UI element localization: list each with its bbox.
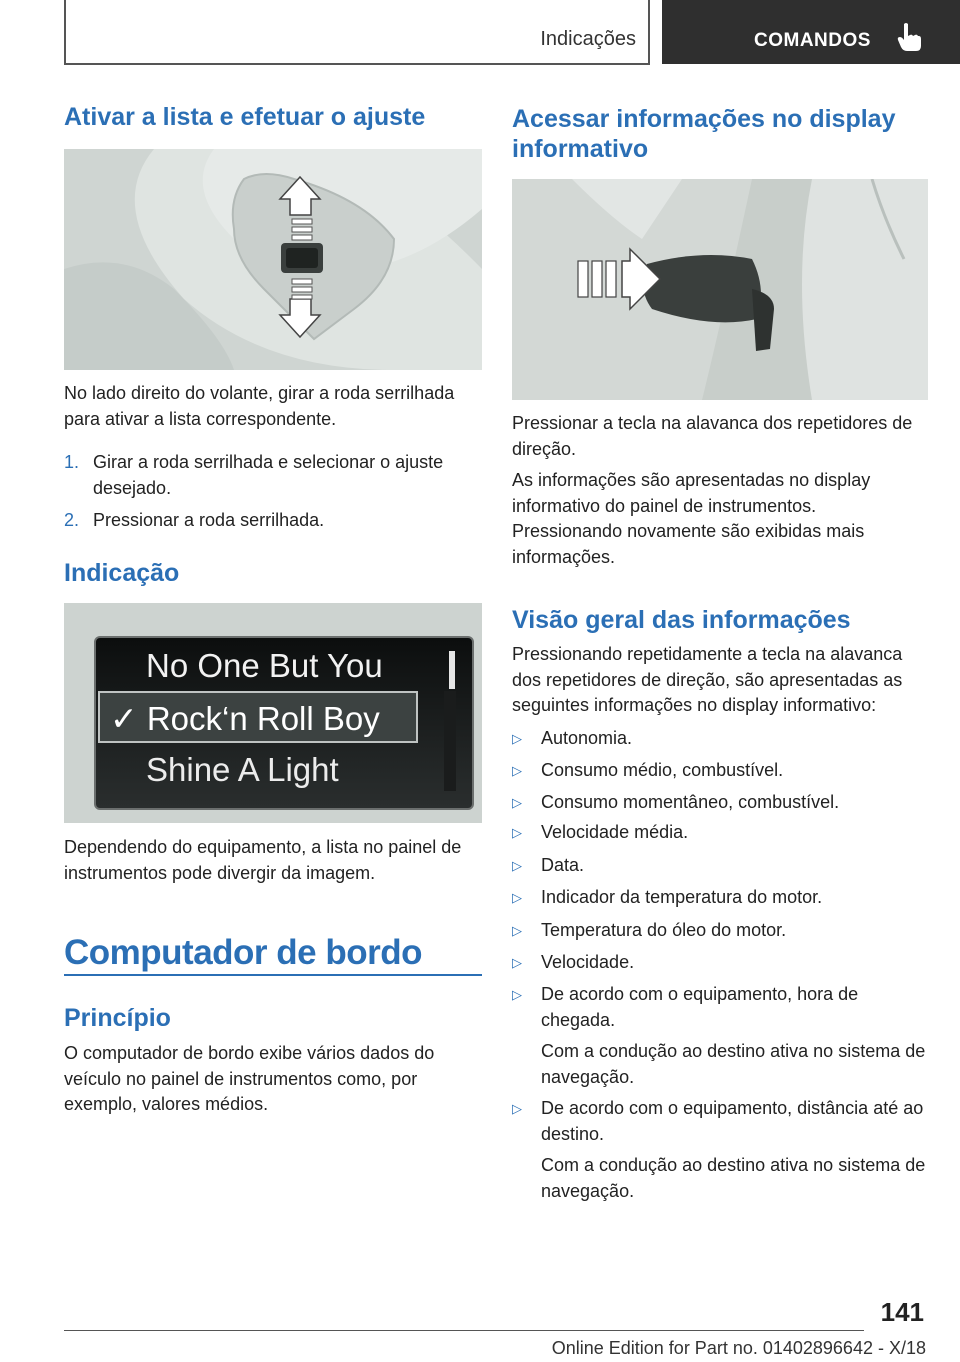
- step-text: Pressionar a roda serrilhada.: [93, 510, 325, 530]
- footer-edition: Online Edition for Part no. 01402896642 - X/18: [551, 1338, 926, 1358]
- bullet-marker: ▷: [512, 955, 522, 970]
- chapter-title: Computador de bordo: [64, 933, 422, 972]
- bullet-marker: ▷: [512, 825, 522, 840]
- list-item-text: Data.: [541, 855, 585, 875]
- bullet-marker: ▷: [512, 858, 522, 873]
- header-left-line: [64, 0, 66, 64]
- turn-signal-lever-illustration: [512, 179, 928, 400]
- bullet-marker: ▷: [512, 731, 522, 746]
- list-item-text: Autonomia.: [541, 728, 633, 748]
- list-item-text: De acordo com o equipamento, hora de chegada.: [541, 984, 859, 1030]
- list-item-text: Temperatura do óleo do motor.: [541, 920, 787, 940]
- bullet-marker: ▷: [512, 795, 522, 810]
- page-number: 141: [880, 1297, 924, 1327]
- list-item-text: De acordo com o equipamento, distância até ao destino.: [541, 1098, 924, 1144]
- paragraph-access-1: Pressionar a tecla na alavanca dos repetidores de direção.: [512, 413, 913, 459]
- header-mid-line: [648, 0, 650, 64]
- list-item: Shine A Light: [146, 751, 339, 788]
- bullet-marker: ▷: [512, 923, 522, 938]
- bullet-marker: ▷: [512, 987, 522, 1002]
- heading-activate-list: Ativar a lista e efetuar o ajuste: [64, 103, 426, 131]
- footer-rule: [64, 1330, 864, 1331]
- header-chapter-label: COMANDOS: [754, 30, 871, 51]
- list-item-selected: ✓ Rock‘n Roll Boy: [110, 700, 380, 737]
- bullet-marker: ▷: [512, 1101, 522, 1116]
- paragraph-principle: O computador de bordo exibe vários dados do veículo no painel de instrumentos como, por exemplo, valores médios.: [64, 1043, 435, 1114]
- list-item: No One But You: [146, 647, 383, 684]
- pointing-hand-icon: [896, 22, 922, 52]
- list-item-text: Velocidade.: [541, 952, 635, 972]
- heading-overview: Visão geral das informações: [512, 606, 851, 634]
- figure-steering-wheel-roller: [64, 149, 482, 370]
- bullet-marker: ▷: [512, 890, 522, 905]
- list-item-text: Velocidade média.: [541, 822, 689, 842]
- heading-principle: Princípio: [64, 1004, 171, 1032]
- header-chapter-tab: [662, 0, 960, 64]
- step-number: 1.: [64, 452, 80, 472]
- steering-wheel-illustration: [64, 149, 482, 370]
- chapter-title-rule: [64, 974, 482, 976]
- list-scrollbar-track: [444, 691, 456, 791]
- list-item-text: Com a condução ao destino ativa no sistema de navegação.: [541, 1041, 926, 1087]
- list-item-text: Consumo médio, combustível.: [541, 760, 784, 780]
- paragraph-overview: Pressionando repetidamente a tecla na alavanca dos repetidores de direção, são apresentadas as seguintes informações no display informativo:: [512, 644, 903, 715]
- step-number: 2.: [64, 510, 80, 530]
- heading-access-info: Acessar informações no display informativo: [512, 105, 896, 163]
- step-item: [64, 508, 482, 534]
- step-text: Girar a roda serrilhada e selecionar o ajuste desejado.: [93, 452, 444, 498]
- heading-display: Indicação: [64, 559, 180, 587]
- list-item-text: Com a condução ao destino ativa no sistema de navegação.: [541, 1155, 926, 1201]
- paragraph-activate: No lado direito do volante, girar a roda serrilhada para ativar a lista correspondente.: [64, 383, 455, 429]
- figure-instrument-list: [64, 603, 482, 823]
- paragraph-access-2: As informações são apresentadas no display informativo do painel de instrumentos. Pressionando novamente são exibidas mais informações.: [512, 470, 871, 567]
- header-section-label: Indicações: [540, 28, 636, 50]
- list-item-text: Indicador da temperatura do motor.: [541, 887, 823, 907]
- figure-turn-signal-lever: [512, 179, 928, 400]
- bullet-marker: ▷: [512, 763, 522, 778]
- list-scrollbar: [449, 651, 455, 689]
- step-item: [64, 450, 482, 502]
- header-bottom-line: [64, 63, 650, 65]
- paragraph-display-note: Dependendo do equipamento, a lista no painel de instrumentos pode divergir da imagem.: [64, 837, 462, 883]
- list-item-text: Consumo momentâneo, combustível.: [541, 792, 840, 812]
